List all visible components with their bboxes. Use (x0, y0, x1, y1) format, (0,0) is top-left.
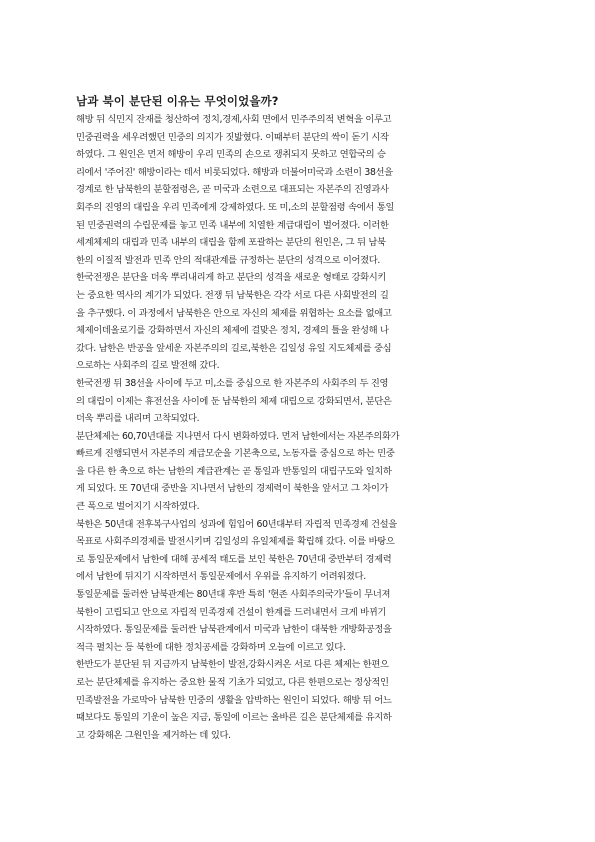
body-line: 북한이 고립되고 안으로 자립적 민족경제 건설이 한계를 드러내면서 크게 바뀌기 (76, 606, 387, 618)
body-line: 민중권력을 세우려했던 민중의 의지가 짓밟혔다. 이때부터 분단의 싹이 돋기 시작 (76, 131, 389, 143)
body-line: 분단체제는 60,70년대를 지나면서 다시 변화하였다. 먼저 남한에서는 자본주의화가 (76, 430, 400, 442)
body-line: 해방 뒤 식민지 잔재를 청산하여 정치,경제,사회 면에서 민주주의적 변혁을 이루고 (76, 114, 392, 125)
body-line: 한국전쟁 뒤 38선을 사이에 두고 미,소를 중심으로 한 자본주의 사회주의 두 진영 (76, 377, 389, 389)
body-line: 에서 남한에 뒤지기 시작하면서 통일문제에서 우위를 유지하기 어려워졌다. (76, 571, 366, 583)
body-line: 더욱 뿌리를 내리며 고착되었다. (76, 413, 200, 425)
body-line: 의 대립이 이제는 휴전선을 사이에 둔 남북한의 체제 대립으로 강화되면서, 분단은 (76, 395, 392, 407)
body-line: 한의 이질적 발전과 민족 안의 적대관계를 규정하는 분단의 성격으로 이어졌다. (76, 254, 381, 266)
body-line: 민족발전을 가로막아 남북한 민중의 생활을 압박하는 원인이 되었다. 해방 뒤 어느 (76, 694, 392, 706)
document-title: 남과 북이 분단된 이유는 무엇이었을까? (76, 94, 279, 108)
body-line: 갔다. 남한은 반공을 앞세운 자본주의의 길로,북한은 김일성 유일 지도체제를 중심 (76, 342, 392, 354)
body-line: 빠르게 진행되면서 자본주의 계급모순을 기본축으로, 노동자를 중심으로 하는 민중 (76, 448, 395, 460)
body-line: 으로하는 사회주의 길로 발전해 갔다. (76, 360, 220, 372)
body-line: 경계로 한 남북한의 분할점령은, 곧 미국과 소련으로 대표되는 자본주의 진영과사 (76, 184, 389, 196)
body-line: 세계체제의 대립과 민족 내부의 대립을 함께 포괄하는 분단의 원인은, 그 뒤 남북 (76, 237, 386, 249)
body-line: 때보다도 통일의 기운이 높은 지금, 통일에 이르는 올바른 길은 분단체제를 유지하 (76, 712, 392, 724)
body-line: 는 중요한 역사의 계기가 되었다. 전쟁 뒤 남북한은 각각 서로 다른 사회발전의 길 (76, 289, 389, 301)
body-line: 적극 펼치는 등 북한에 대한 정치공세를 강화하며 오늘에 이르고 있다. (76, 641, 346, 653)
body-line: 리에서 '주어진' 해방이라는 데서 비롯되었다. 해방과 더불어미국과 소련이 38선을 (76, 166, 393, 178)
body-line: 체제이데올로기를 강화하면서 자신의 체제에 걸맞은 정치, 경제의 틀을 완성해 나 (76, 325, 389, 337)
body-line: 게 되었다. 또 70년대 중반을 지나면서 남한의 경제력이 북한을 앞서고 그 차이가 (76, 483, 389, 495)
document-body (76, 111, 526, 744)
body-line: 큰 폭으로 벌어지기 시작하였다. (76, 501, 200, 513)
body-line: 을 추구했다. 이 과정에서 남북한은 안으로 자신의 체제를 위협하는 요소를 없애고 (76, 307, 392, 319)
body-line: 하였다. 그 원인은 먼저 해방이 우리 민족의 손으로 쟁취되지 못하고 연합국의 승 (76, 149, 386, 161)
body-line: 된 민중권력의 수립문제를 놓고 민족 내부에 치열한 계급대립이 벌어졌다. 이러한 (76, 219, 389, 231)
body-line: 한국전쟁은 분단을 더욱 뿌리내리게 하고 분단의 성격을 새로운 형태로 강화시키 (76, 272, 387, 284)
body-line: 한반도가 분단된 뒤 지금까지 남북한이 발전,강화시켜온 서로 다른 체제는 한편으 (76, 659, 389, 671)
body-line: 북한은 50년대 전후복구사업의 성과에 힘입어 60년대부터 자립적 민족경제 건설을 (76, 518, 397, 530)
body-line: 로 통일문제에서 남한에 대해 공세적 태도를 보인 북한은 70년대 중반부터 경제력 (76, 553, 392, 565)
body-line: 시작하였다. 통일문제를 둘러싼 남북관계에서 미국과 남한이 대북한 개방화공정을 (76, 624, 392, 636)
body-line: 회주의 진영의 대립을 우리 민족에게 강제하였다. 또 미,소의 분할점령 속에서 통일 (76, 201, 395, 213)
body-line: 로는 분단체제를 유지하는 중요한 물적 기초가 되었고, 다른 한편으로는 정상적인 (76, 677, 389, 688)
body-line: 고 강화해온 그원인을 제거하는 데 있다. (76, 729, 231, 741)
body-line: 목표로 사회주의경제를 발전시키며 김일성의 유일체제를 확립해 갔다. 이를 바탕으 (76, 536, 395, 548)
body-line: 을 다른 한 축으로 하는 남한의 계급관계는 곧 통일과 반통일의 대립구도와 일치하 (76, 465, 392, 477)
body-line: 통일문제를 둘러싼 남북관계는 80년대 후반 특히 '현존 사회주의국가'들이 무너져 (76, 589, 391, 601)
